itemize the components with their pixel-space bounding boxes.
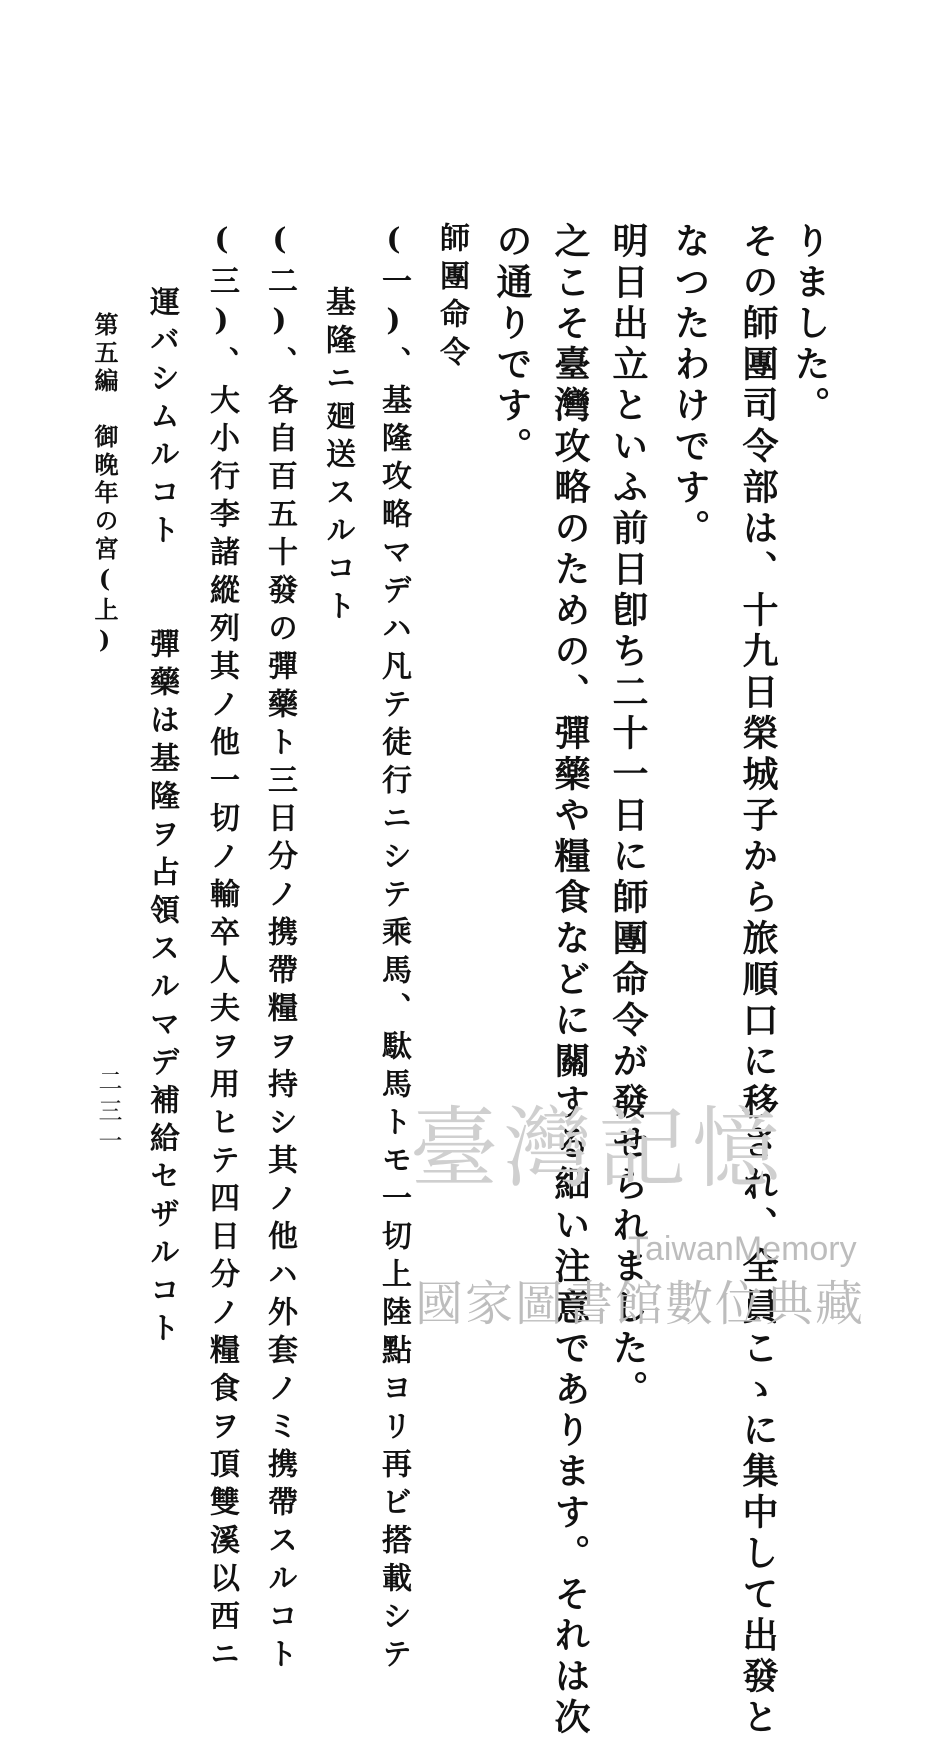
text-column-2: その師團司令部は、十九日榮城子から旅順口に移され、全員こゝに集中して出發と [737,222,779,1739]
order-item-1-continued: 基隆ニ廻送スルコト [320,286,355,628]
section-heading: 師團命令 [434,222,469,374]
order-item-3: (三)、大小行李諸縱列其ノ他一切ノ輸卒人夫ヲ用ヒテ四日分ノ糧食ヲ頂雙溪以西ニ [204,222,239,1676]
order-item-1: (一)、基隆攻略マデハ凡テ徒行ニシテ乘馬、駄馬トモ一切上陸點ヨリ再ビ搭載シテ [376,222,411,1676]
watermark-library: 國家圖書館數位典藏 [415,1276,866,1332]
order-item-3-continued: 運バシムルコト 彈藥は基隆ヲ占領スルマデ補給セザルコト [144,286,179,1350]
order-item-2: (二)、各自百五十發の彈藥ト三日分ノ携帶糧ヲ持シ其ノ他ハ外套ノミ携帶スルコト [262,222,297,1676]
text-column-5: 之こそ臺灣攻略のための、彈藥や糧食などに關する細い注意であります。それは次 [549,222,591,1739]
running-footer: 第五編 御晚年の宮(上) [90,312,119,658]
watermark-subtitle: TaiwanMemory [628,1230,857,1268]
page-number: 二三一 [94,1068,122,1158]
text-column-6: の通りです。 [491,222,533,468]
text-column-3: なつたわけです。 [669,222,711,550]
text-column-1: りました。 [789,222,831,427]
text-column-4: 明日出立といふ前日卽ち二十一日に師團命令が發せられました。 [607,222,649,1411]
watermark-title: 臺灣記憶 [410,1097,787,1200]
